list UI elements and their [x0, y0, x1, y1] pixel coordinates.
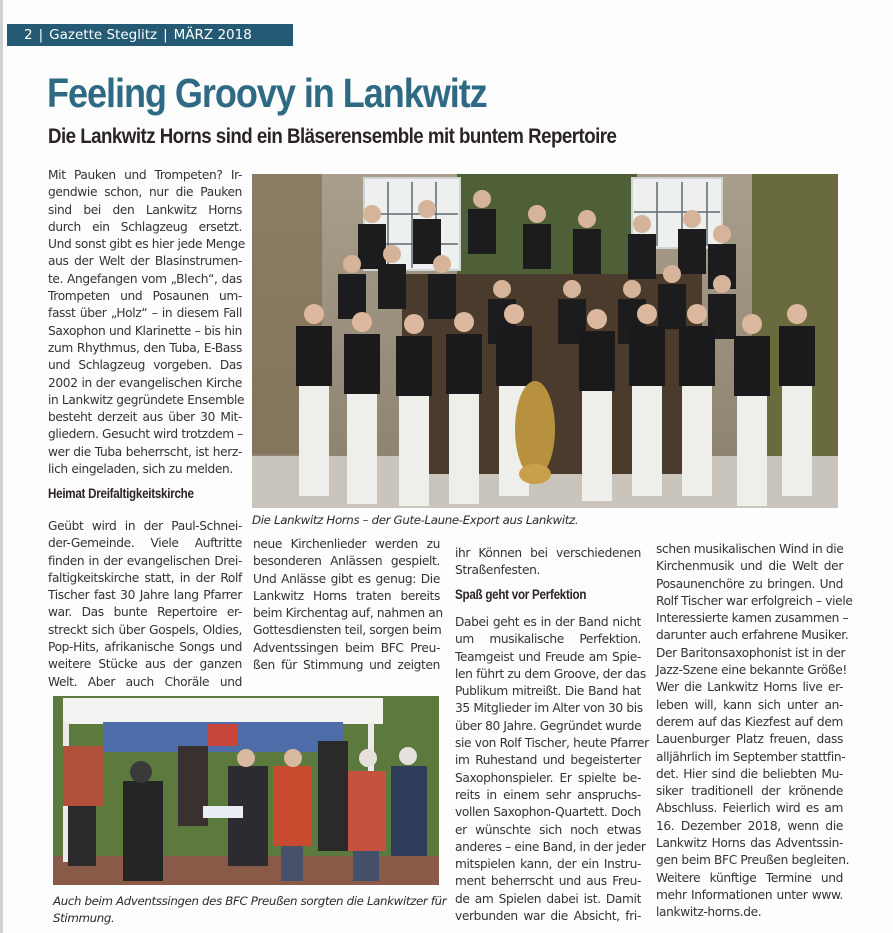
text-line: Trompeten und Posaunen um- — [48, 289, 242, 304]
text-line: neue Kirchenlieder werden zu — [253, 537, 440, 551]
text-line: Wer die Lankwitz Horns live er- — [656, 680, 843, 695]
text-line: ment beherrscht und aus Freu- — [455, 874, 641, 889]
column-2-body — [253, 536, 443, 674]
text-line: Mit Pauken und Trompeten? Ir- — [48, 168, 242, 182]
text-line: sind bei den Lankwitz Horns — [48, 202, 242, 217]
main-photo-caption: Die Lankwitz Horns – der Gute-Laune-Export aus Lankwitz. — [252, 513, 579, 527]
text-line: Lauenburger Platz freuen, dass — [656, 732, 843, 747]
page-edge — [0, 0, 3, 933]
text-line: war. Das bunte Repertoire er- — [48, 605, 242, 620]
page-header-bar — [7, 24, 293, 46]
text-line: siker traditionell der krönende — [656, 784, 843, 799]
text-line: Und sonst gibt es hier jede Menge — [48, 237, 245, 252]
text-line: reits in einem sehr anspruchs- — [455, 787, 641, 802]
text-line: verbunden war die Absicht, fri- — [455, 909, 641, 924]
text-line: Saxophon und Klarinette – bis hin — [48, 323, 242, 338]
text-line: durch ein Schlagzeug ersetzt. — [48, 219, 242, 234]
column-4-body — [656, 541, 853, 922]
text-line: er wünschte sich noch etwas — [455, 822, 641, 837]
column-3-body — [455, 614, 649, 925]
text-line: Gottesdiensten teil, sorgen beim — [253, 623, 442, 638]
text-line: gendwie schon, nur die Pauken — [48, 185, 242, 200]
text-line: um musikalische Perfektion. — [455, 632, 641, 647]
text-line: Jazz-Szene eine bekannte Größe! — [656, 663, 847, 678]
text-line: der-Gemeinde. Viele Auftritte — [48, 536, 242, 551]
text-line: Posaunenchöre zu bringen. Und — [656, 576, 843, 591]
text-line: Dabei geht es in der Band nicht — [455, 615, 641, 629]
text-line: Saxophonspieler. Er spielte be- — [455, 770, 641, 785]
advent-caption-line-1: Auch beim Adventssingen des BFC Preußen sorgten die Lankwitzer für — [53, 894, 447, 908]
text-line: 35 Mitglieder im Alter von 30 bis — [455, 701, 643, 716]
text-line: streckt sich über Gospels, Oldies, — [48, 622, 242, 637]
text-line: wer die Tuba beherrscht, ist herz- — [48, 444, 242, 459]
article-title: Feeling Groovy in Lankwitz — [47, 70, 487, 116]
publication-name: Gazette Steglitz — [49, 27, 158, 43]
text-line: Geübt wird in der Paul-Schnei- — [48, 519, 242, 533]
text-line: Der Baritonsaxophonist ist in der — [656, 645, 846, 660]
text-line: besonderen Anlässen gespielt. — [253, 554, 440, 569]
text-line: derem auf das Kiezfest auf dem — [656, 714, 843, 729]
section-heading-spass: Spaß geht vor Perfektion — [455, 587, 587, 602]
text-line: 16. Dezember 2018, wenn die — [656, 818, 843, 833]
text-line: len führt zu dem Groove, der das — [455, 666, 646, 681]
text-line: anderes – eine Band, in der jeder — [455, 839, 646, 854]
text-line: Teamgeist und Freude am Spie- — [455, 649, 641, 664]
text-line: darunter auch erfahrene Musiker. — [656, 628, 849, 643]
text-line: gliedern. Gesucht wird trotzdem – — [48, 427, 244, 442]
text-line: Straßenfesten. — [455, 563, 541, 578]
band-group-photo — [252, 174, 838, 508]
text-line: lankwitz-horns.de. — [656, 905, 762, 920]
header-separator: | — [163, 27, 168, 43]
page-number: 2 — [24, 27, 33, 43]
text-line: fasst über „Holz“ – in diesem Fall — [48, 306, 242, 321]
text-line: gen beim BFC Preußen begleiten. — [656, 853, 850, 868]
text-line: Rolf Tischer war erfolgreich – viele — [656, 593, 853, 608]
text-line: zum Rhythmus, den Tuba, E-Bass — [48, 340, 242, 355]
text-line: lich eingeladen, sich zu melden. — [48, 462, 233, 477]
text-line: faltigkeitskirche statt, in der Rolf — [48, 570, 242, 585]
column-3-intro — [455, 545, 641, 580]
text-line: mitspielen kann, der ein Instru- — [455, 857, 641, 872]
advent-caption-line-2: Stimmung. — [53, 911, 115, 925]
text-line: finden in der evangelischen Drei- — [48, 553, 242, 568]
text-line: weitere Stücke aus der ganzen — [48, 657, 242, 672]
text-line: Interessierte kamen zusammen – — [656, 611, 849, 626]
text-line: de am Spielen dabei ist. Damit — [455, 891, 641, 906]
article-subtitle: Die Lankwitz Horns sind ein Bläserensemble mit buntem Repertoire — [48, 124, 617, 148]
text-line: det. Hier sind die beliebten Mu- — [656, 766, 843, 781]
text-line: Abschluss. Feierlich wird es am — [656, 801, 843, 816]
text-line: besteht derzeit aus über 30 Mit- — [48, 410, 242, 425]
text-line: 2002 in der evangelischen Kirche — [48, 375, 242, 390]
text-line: mehr Informationen unter www. — [656, 887, 843, 902]
advent-photo-caption — [53, 893, 446, 927]
band-photo-illustration — [252, 174, 838, 508]
advent-singing-photo — [53, 696, 439, 885]
advent-photo-illustration — [53, 696, 439, 885]
text-line: Tischer fast 30 Jahre lang Pfarrer — [48, 588, 242, 603]
text-line: sie von Rolf Tischer, heute Pfarrer — [455, 736, 649, 751]
text-line: in Lankwitz gegründete Ensemble — [48, 392, 245, 407]
text-line: und Schlagzeug vorgeben. Das — [48, 358, 242, 373]
text-line: vollen Saxophon-Quartett. Doch — [455, 805, 641, 820]
column-1-body — [48, 518, 242, 691]
text-line: Welt. Aber auch Choräle und — [48, 674, 242, 689]
text-line: Publikum mitreißt. Die Band hat — [455, 684, 641, 699]
section-heading-heimat: Heimat Dreifaltigkeitskirche — [48, 486, 194, 501]
text-line: leben will, kann sich unter an- — [656, 697, 843, 712]
text-line: ßen für Stimmung und zeigten — [253, 658, 440, 673]
text-line: Und Anlässe gibt es genug: Die — [253, 571, 440, 586]
text-line: Lankwitz Horns traten bereits — [253, 588, 440, 603]
header-separator: | — [38, 27, 44, 43]
text-line: Adventssingen beim BFC Preu- — [253, 640, 440, 655]
text-line: schen musikalischen Wind in die — [656, 542, 844, 556]
column-1-intro — [48, 167, 245, 478]
text-line: Pop-Hits, afrikanische Songs und — [48, 640, 242, 655]
text-line: Kirchenmusik und die Welt der — [656, 559, 843, 574]
text-line: ihr Können bei verschiedenen — [455, 546, 641, 560]
issue-date: MÄRZ 2018 — [173, 27, 252, 43]
text-line: Lankwitz Horns das Adventssin- — [656, 836, 843, 851]
text-line: beim Kirchentag auf, nahmen an — [253, 606, 443, 621]
text-line: über 80 Jahre. Gegründet wurde — [455, 718, 642, 733]
text-line: Weitere künftige Termine und — [656, 870, 843, 885]
text-line: te. Angefangen vom „Blech“, das — [48, 271, 242, 286]
text-line: im Ruhestand und begeisterter — [455, 753, 641, 768]
text-line: aus der Welt der Blasinstrumen- — [48, 254, 242, 269]
text-line: alljährlich im September stattfin- — [656, 749, 846, 764]
